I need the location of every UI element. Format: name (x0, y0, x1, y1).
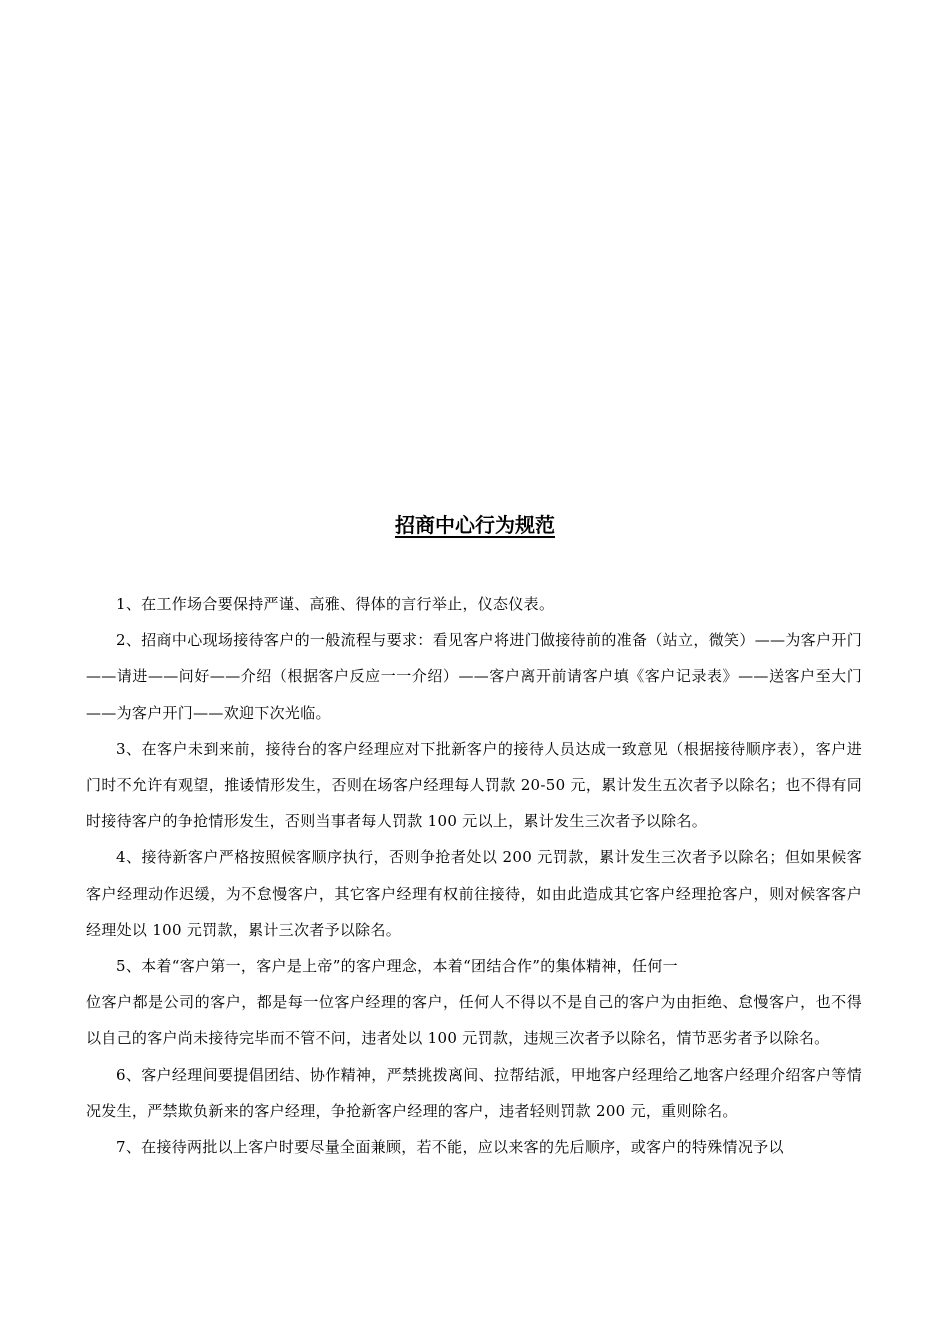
paragraph-1: 1、在工作场合要保持严谨、高雅、得体的言行举止，仪态仪表。 (116, 595, 555, 613)
document-body (86, 586, 862, 1165)
paragraph-4: 4、接待新客户严格按照候客顺序执行，否则争抢者处以 200 元罚款，累计发生三次者予以除名；但如果候客客户经理动作迟缓，为不怠慢客户，其它客户经理有权前往接待，如由此造成其它客户经理抢客户，则对候客客户经理处以 100 元罚款，累计三次者予以除名。 (86, 848, 862, 939)
document-title (0, 508, 950, 542)
paragraph-3: 3、在客户未到来前，接待台的客户经理应对下批新客户的接待人员达成一致意见（根据接待顺序表），客户进门时不允许有观望，推诿情形发生，否则在场客户经理每人罚款 20-50 元，累计发生五次者予以除名；也不得有同时接待客户的争抢情形发生，否则当事者每人罚款 100 元以上，累计发生三次者予以除名。 (86, 739, 862, 831)
document-title-text: 招商中心行为规范 (395, 513, 555, 537)
paragraph-7: 7、在接待两批以上客户时要尽量全面兼顾，若不能，应以来客的先后顺序，或客户的特殊情况予以 (116, 1138, 784, 1157)
paragraph-5: 5、本着“客户第一，客户是上帝”的客户理念，本着“团结合作”的集体精神，任何一 (116, 957, 678, 976)
paragraph-2: 2、招商中心现场接待客户的一般流程与要求：看见客户将进门做接待前的准备（站立，微笑）——为客户开门——请进——问好——介绍（根据客户反应一一介绍）——客户离开前请客户填《客户记录表》——送客户至大门——为客户开门——欢迎下次光临。 (86, 631, 862, 722)
paragraph-6: 6、客户经理间要提倡团结、协作精神，严禁挑拨离间、拉帮结派，甲地客户经理给乙地客户经理介绍客户等情况发生，严禁欺负新来的客户经理，争抢新客户经理的客户，违者轻则罚款 200 元，重则除名。 (86, 1065, 862, 1120)
paragraph-5-continued: 位客户都是公司的客户，都是每一位客户经理的客户，任何人不得以不是自己的客户为由拒绝、怠慢客户，也不得以自己的客户尚未接待完毕而不管不问，违者处以 100 元罚款，违规三次者予以除名，情节恶劣者予以除名。 (86, 993, 862, 1048)
